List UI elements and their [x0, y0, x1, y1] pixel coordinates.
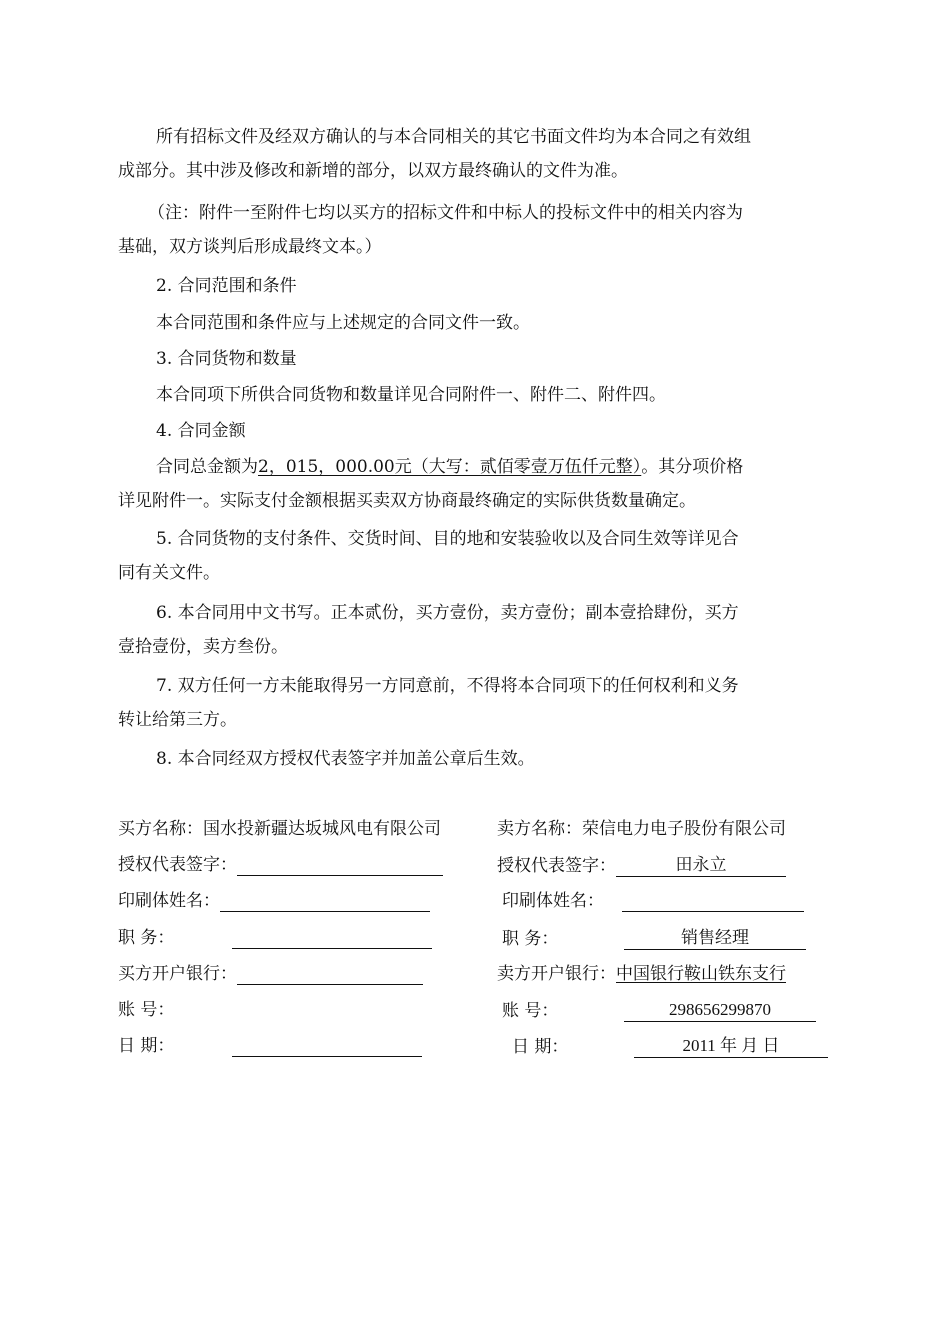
seller-rep-value: 田永立: [616, 854, 786, 877]
seller-rep-label: 授权代表签字：: [497, 856, 616, 876]
buyer-print-label: 印刷体姓名：: [118, 891, 220, 911]
paragraph-goods: [118, 378, 834, 412]
text-line: （注：附件一至附件七均以买方的招标文件和中标人的投标文件中的相关内容为: [148, 203, 743, 223]
paragraph-scope: [118, 306, 834, 340]
seller-name-value: 荣信电力电子股份有限公司: [582, 819, 786, 839]
section-heading: 2. 合同范围和条件: [156, 276, 297, 296]
seller-title-value: 销售经理: [624, 927, 806, 950]
seller-name-row: [497, 818, 786, 840]
heading-amount: [118, 414, 834, 448]
seller-account-label: 账 号：: [502, 1001, 559, 1021]
text-line: 成部分。其中涉及修改和新增的部分，以双方最终确认的文件为准。: [118, 161, 628, 181]
buyer-rep-row: [118, 854, 443, 876]
seller-bank-row: [497, 963, 786, 985]
heading-goods: [118, 342, 834, 376]
buyer-account-label: 账 号：: [118, 1000, 175, 1020]
text-line: 6. 本合同用中文书写。正本贰份，买方壹份，卖方壹份；副本壹拾肆份，买方: [156, 603, 739, 623]
seller-bank-label: 卖方开户银行：: [497, 964, 616, 984]
buyer-rep-label: 授权代表签字：: [118, 855, 237, 875]
buyer-rep-signature-line: [237, 855, 443, 876]
seller-date-row: [512, 1035, 828, 1058]
buyer-name-value: 国水投新疆达坂城风电有限公司: [203, 819, 441, 839]
seller-title-row: [502, 927, 806, 950]
buyer-name-label: 买方名称：: [118, 819, 203, 839]
seller-name-label: 卖方名称：: [497, 819, 582, 839]
paragraph-transfer: [118, 669, 834, 737]
seller-print-line: [622, 891, 804, 912]
text-line: 基础，双方谈判后形成最终文本。）: [118, 237, 382, 257]
section-heading: 3. 合同货物和数量: [156, 349, 297, 369]
seller-print-label: 印刷体姓名：: [502, 891, 604, 911]
paragraph-amount: [118, 450, 834, 518]
seller-bank-value: 中国银行鞍山铁东支行: [616, 964, 786, 984]
buyer-date-row: [118, 1035, 422, 1057]
buyer-account-row: [118, 999, 174, 1021]
buyer-title-row: [118, 927, 432, 949]
buyer-date-label: 日 期：: [118, 1036, 175, 1056]
buyer-bank-line: [237, 964, 423, 985]
text-line: 7. 双方任何一方未能取得另一方同意前，不得将本合同项下的任何权利和义务: [156, 676, 739, 696]
text-line: 所有招标文件及经双方确认的与本合同相关的其它书面文件均为本合同之有效组: [156, 127, 751, 147]
text-line: 壹拾壹份，卖方叁份。: [118, 637, 288, 657]
buyer-bank-row: [118, 963, 423, 985]
paragraph-documents: [118, 120, 834, 188]
paragraph-effective: [118, 742, 834, 776]
seller-account-row: [502, 999, 816, 1022]
seller-rep-row: [497, 854, 786, 877]
seller-title-label: 职 务：: [502, 929, 559, 949]
text-line: 8. 本合同经双方授权代表签字并加盖公章后生效。: [156, 749, 535, 769]
paragraph-language: [118, 596, 834, 664]
seller-date-value: 2011 年 月 日: [634, 1035, 828, 1058]
text-line: 转让给第三方。: [118, 710, 237, 730]
contract-amount: 2，015，000.00元（大写：贰佰零壹万伍仟元整）: [258, 457, 642, 477]
seller-print-row: [502, 890, 804, 912]
text-line: 同有关文件。: [118, 563, 220, 583]
buyer-bank-label: 买方开户银行：: [118, 964, 237, 984]
buyer-date-line: [232, 1036, 422, 1057]
text-line: [118, 450, 834, 484]
amount-prefix: 合同总金额为: [156, 457, 258, 477]
seller-date-label: 日 期：: [512, 1037, 569, 1057]
text-line: 本合同项下所供合同货物和数量详见合同附件一、附件二、附件四。: [156, 385, 666, 405]
amount-suffix: 。其分项价格: [641, 457, 744, 477]
text-line: 本合同范围和条件应与上述规定的合同文件一致。: [156, 313, 530, 333]
seller-account-value: 298656299870: [624, 999, 816, 1022]
paragraph-payment: [118, 522, 834, 590]
paragraph-note: [118, 196, 834, 264]
section-heading: 4. 合同金额: [156, 421, 246, 441]
text-line: 5. 合同货物的支付条件、交货时间、目的地和安装验收以及合同生效等详见合: [156, 529, 739, 549]
buyer-print-row: [118, 890, 430, 912]
buyer-name-row: [118, 818, 441, 840]
buyer-title-label: 职 务：: [118, 928, 175, 948]
buyer-print-line: [220, 891, 430, 912]
heading-scope: [118, 269, 834, 303]
buyer-title-line: [232, 928, 432, 949]
text-line: 详见附件一。实际支付金额根据买卖双方协商最终确定的实际供货数量确定。: [118, 491, 696, 511]
